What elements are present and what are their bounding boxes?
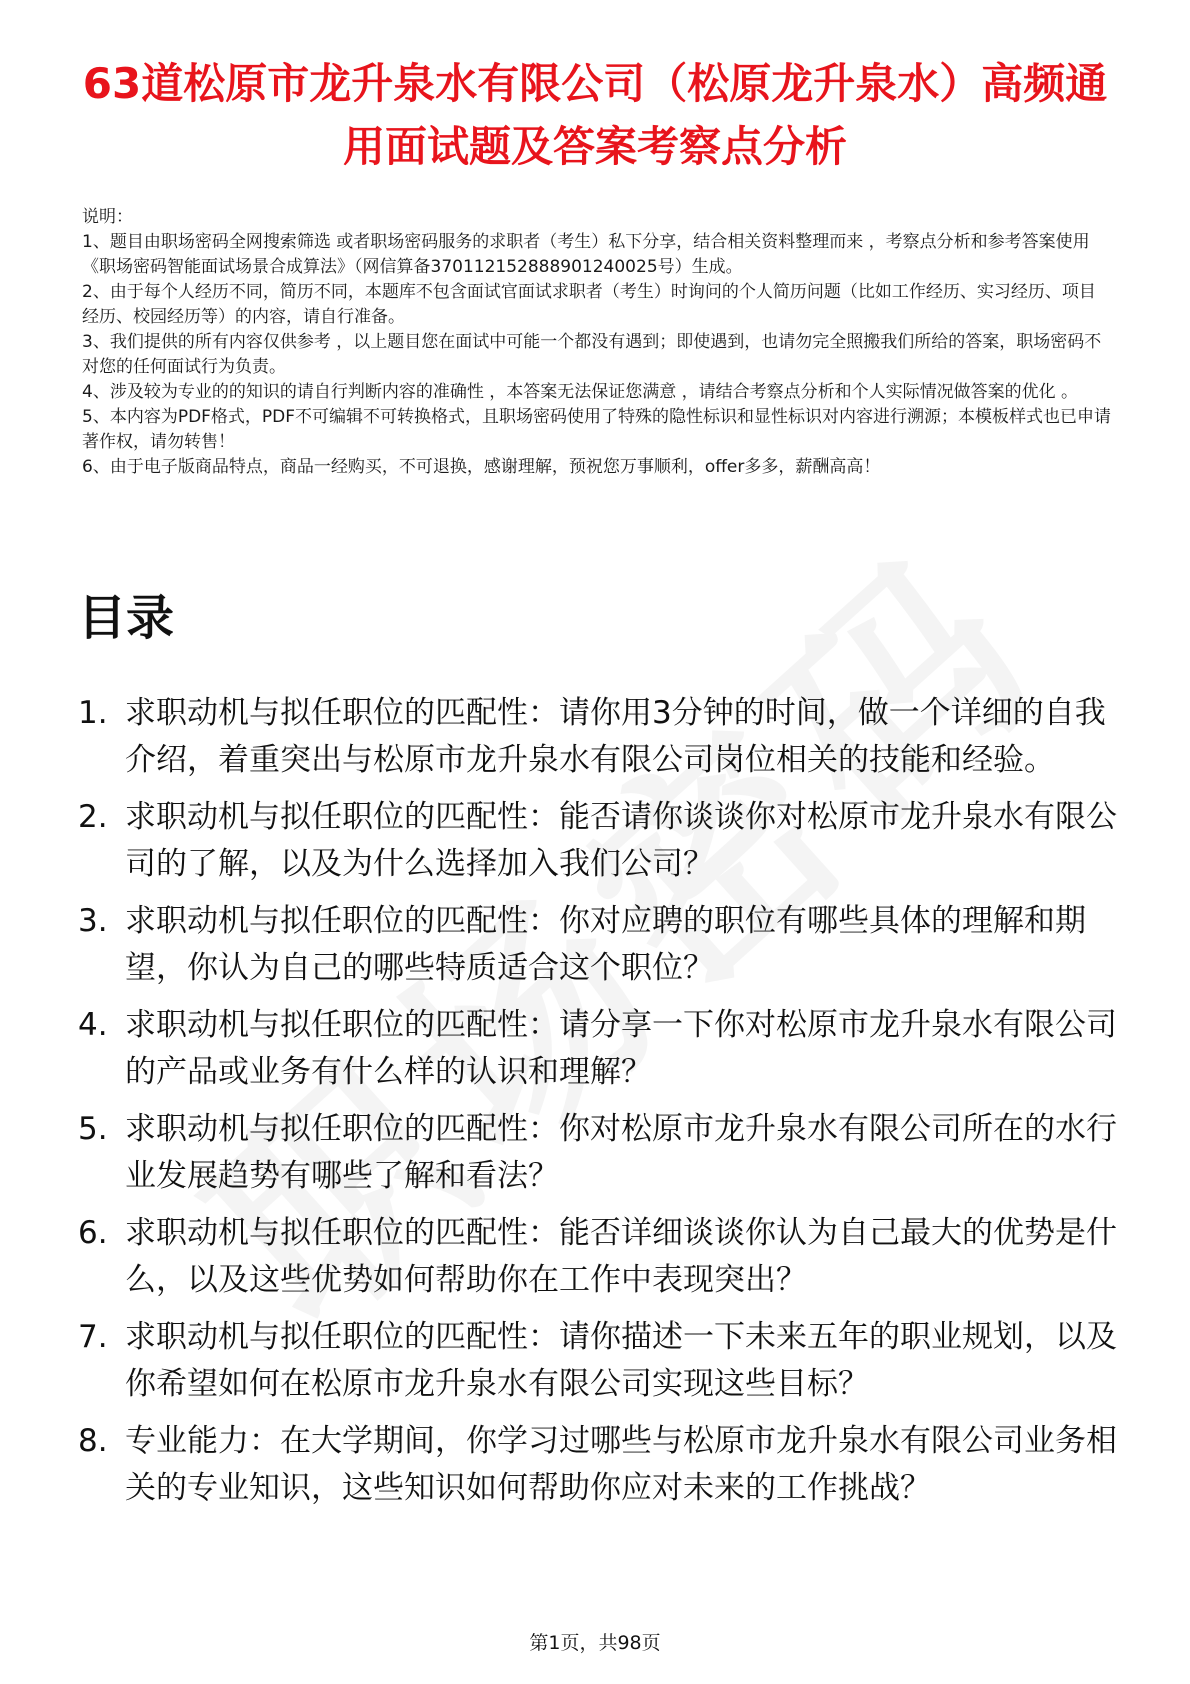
toc-item-number: 7.	[78, 1319, 108, 1355]
note-item: 2、由于每个人经历不同，简历不同，本题库不包含面试官面试求职者（考生）时询问的个人简历问题（比如工作经历、实习经历、项目经历、校园经历等）的内容，请自行准备。	[82, 282, 1096, 327]
toc-item-number: 6.	[78, 1215, 108, 1251]
toc-item-text: 求职动机与拟任职位的匹配性：你对应聘的职位有哪些具体的理解和期望，你认为自己的哪些特质适合这个职位？	[125, 903, 1086, 986]
toc-item-number: 3.	[78, 903, 108, 939]
document-title: 63道松原市龙升泉水有限公司（松原龙升泉水）高频通用面试题及答案考察点分析	[82, 59, 1108, 171]
toc-item[interactable]	[70, 690, 1130, 784]
toc-item-text: 专业能力：在大学期间，你学习过哪些与松原市龙升泉水有限公司业务相关的专业知识，这些知识如何帮助你应对未来的工作挑战？	[125, 1423, 1117, 1506]
notes-heading: 说明：	[82, 207, 133, 227]
toc-item[interactable]	[70, 1418, 1130, 1512]
note-item: 4、涉及较为专业的的知识的请自行判断内容的准确性 ，本答案无法保证您满意 ，请结合考察点分析和个人实际情况做答案的优化 。	[82, 382, 1079, 402]
toc-item-text: 求职动机与拟任职位的匹配性：你对松原市龙升泉水有限公司所在的水行业发展趋势有哪些了解和看法？	[125, 1111, 1117, 1194]
toc-item-text: 求职动机与拟任职位的匹配性：能否请你谈谈你对松原市龙升泉水有限公司的了解，以及为什么选择加入我们公司？	[125, 799, 1117, 882]
toc-item[interactable]	[70, 1210, 1130, 1304]
toc-item-number: 2.	[78, 799, 108, 835]
note-item: 3、我们提供的所有内容仅供参考 ，以上题目您在面试中可能一个都没有遇到；即使遇到，也请勿完全照搬我们所给的答案，职场密码不对您的任何面试行为负责。	[82, 332, 1102, 377]
toc-heading: 目录	[78, 590, 175, 646]
page-footer: 第1页，共98页	[529, 1632, 661, 1654]
note-item: 5、本内容为PDF格式，PDF不可编辑不可转换格式，且职场密码使用了特殊的隐性标识和显性标识对内容进行溯源；本模板样式也已申请著作权，请勿转售！	[82, 407, 1112, 452]
toc-item[interactable]	[70, 1106, 1130, 1200]
toc-item-text: 求职动机与拟任职位的匹配性：请你用3分钟的时间，做一个详细的自我介绍，着重突出与松原市龙升泉水有限公司岗位相关的技能和经验。	[125, 695, 1106, 778]
toc-item-number: 4.	[78, 1007, 108, 1043]
toc-item[interactable]	[70, 1314, 1130, 1408]
toc-item-text: 求职动机与拟任职位的匹配性：能否详细谈谈你认为自己最大的优势是什么，以及这些优势如何帮助你在工作中表现突出？	[125, 1215, 1117, 1298]
toc-item-number: 1.	[78, 695, 108, 731]
toc-item[interactable]	[70, 1002, 1130, 1096]
toc-item-number: 8.	[78, 1423, 108, 1459]
toc-item[interactable]	[70, 794, 1130, 888]
toc-item[interactable]	[70, 898, 1130, 992]
toc-list	[70, 690, 1130, 1522]
toc-item-text: 求职动机与拟任职位的匹配性：请分享一下你对松原市龙升泉水有限公司的产品或业务有什么样的认识和理解？	[125, 1007, 1117, 1090]
note-item: 1、题目由职场密码全网搜索筛选 或者职场密码服务的求职者（考生）私下分享，结合相关资料整理而来 ，考察点分析和参考答案使用《职场密码智能面试场景合成算法》（网信算备370112152888901240025号）生成。	[82, 232, 1090, 277]
toc-item-number: 5.	[78, 1111, 108, 1147]
toc-item-text: 求职动机与拟任职位的匹配性：请你描述一下未来五年的职业规划，以及你希望如何在松原市龙升泉水有限公司实现这些目标？	[125, 1319, 1117, 1402]
notes-section	[82, 205, 1112, 480]
note-item: 6、由于电子版商品特点，商品一经购买，不可退换，感谢理解，预祝您万事顺利，offer多多，薪酬高高！	[82, 457, 881, 477]
